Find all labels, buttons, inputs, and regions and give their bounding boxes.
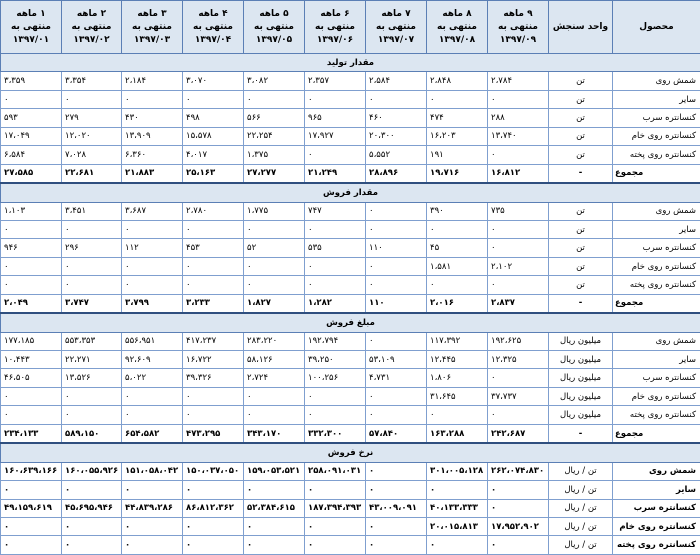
value-cell: ۰	[305, 257, 366, 275]
header-period: ۶ ماهه منتهی به ۱۳۹۷/۰۶	[305, 1, 366, 54]
unit-cell: تن	[549, 257, 613, 275]
value-cell: ۰	[244, 536, 305, 555]
value-cell: ۱۳،۹۰۹	[122, 127, 183, 145]
product-name: سایر	[613, 481, 700, 499]
value-cell: ۱۱۰	[366, 294, 427, 313]
value-cell: ۲۲،۲۷۱	[62, 351, 122, 369]
value-cell: ۰	[122, 257, 183, 275]
value-cell: ۰	[1, 406, 62, 424]
value-cell: ۴۵۳	[183, 239, 244, 257]
value-cell: ۰	[427, 536, 488, 555]
product-name: کنسانتره روی پخته	[613, 536, 700, 555]
unit-cell: تن / ریال	[549, 536, 613, 555]
unit-cell: -	[549, 294, 613, 313]
value-cell: ۱۱۷،۳۹۲	[427, 332, 488, 350]
unit-cell: میلیون ریال	[549, 387, 613, 405]
table-row	[1, 332, 700, 350]
value-cell: ۰	[305, 276, 366, 294]
value-cell: ۵۲	[244, 239, 305, 257]
table-row	[1, 146, 700, 164]
total-label: مجموع	[613, 164, 700, 183]
table-row	[1, 369, 700, 387]
value-cell: ۱۶۳،۲۸۸	[427, 424, 488, 443]
value-cell: ۰	[366, 462, 427, 480]
value-cell: ۰	[122, 276, 183, 294]
value-cell: ۳۹۰	[427, 202, 488, 220]
value-cell: ۱۳،۵۲۶	[62, 369, 122, 387]
value-cell: ۰	[366, 257, 427, 275]
value-cell: ۶،۵۸۴	[1, 146, 62, 164]
value-cell: ۰	[1, 90, 62, 108]
value-cell: ۰	[488, 499, 549, 517]
value-cell: ۰	[427, 90, 488, 108]
unit-cell: تن / ریال	[549, 499, 613, 517]
value-cell: ۰	[366, 90, 427, 108]
value-cell: ۰	[62, 276, 122, 294]
value-cell: ۰	[183, 387, 244, 405]
table-row	[1, 257, 700, 275]
header-period: ۵ ماهه منتهی به ۱۳۹۷/۰۵	[244, 1, 305, 54]
table-row	[1, 220, 700, 238]
value-cell: ۴،۷۳۱	[366, 369, 427, 387]
header-period: ۷ ماهه منتهی به ۱۳۹۷/۰۷	[366, 1, 427, 54]
value-cell: ۰	[183, 481, 244, 499]
value-cell: ۵۷،۸۴۰	[366, 424, 427, 443]
value-cell: ۵۳،۱۰۹	[366, 351, 427, 369]
header-product: محصول	[613, 1, 700, 54]
value-cell: ۰	[122, 536, 183, 555]
value-cell: ۱۹۲،۷۹۴	[305, 332, 366, 350]
value-cell: ۱۲،۴۴۵	[427, 351, 488, 369]
value-cell: ۴۵	[427, 239, 488, 257]
value-cell: ۲۸۳،۲۲۰	[244, 332, 305, 350]
unit-cell: تن	[549, 109, 613, 127]
total-row	[1, 424, 700, 443]
value-cell: ۰	[183, 276, 244, 294]
value-cell: ۰	[1, 536, 62, 555]
unit-cell: -	[549, 164, 613, 183]
value-cell: ۰	[122, 90, 183, 108]
value-cell: ۲،۵۸۴	[366, 72, 427, 90]
value-cell: ۰	[1, 518, 62, 536]
unit-cell: تن	[549, 239, 613, 257]
unit-cell: میلیون ریال	[549, 406, 613, 424]
unit-cell: میلیون ریال	[549, 351, 613, 369]
value-cell: ۲۵،۱۶۳	[183, 164, 244, 183]
value-cell: ۰	[1, 220, 62, 238]
value-cell: ۰	[244, 406, 305, 424]
section-title: مقدار فروش	[1, 183, 700, 202]
value-cell: ۱۵،۵۷۸	[183, 127, 244, 145]
value-cell: ۴۴،۸۳۹،۲۸۶	[122, 499, 183, 517]
table-row	[1, 109, 700, 127]
product-name: شمش روی	[613, 72, 700, 90]
value-cell: ۰	[488, 276, 549, 294]
value-cell: ۰	[366, 481, 427, 499]
product-name: کنسانتره روی خام	[613, 518, 700, 536]
value-cell: ۴۳،۰۰۹،۰۹۱	[366, 499, 427, 517]
value-cell: ۷۳۵	[488, 202, 549, 220]
product-name: کنسانتره سرب	[613, 369, 700, 387]
value-cell: ۱،۸۲۷	[244, 294, 305, 313]
value-cell: ۰	[305, 406, 366, 424]
value-cell: ۳۹،۳۲۶	[183, 369, 244, 387]
value-cell: ۲۰،۰۱۵،۸۱۳	[427, 518, 488, 536]
product-name: کنسانتره روی پخته	[613, 146, 700, 164]
value-cell: ۴۶،۵۰۵	[1, 369, 62, 387]
value-cell: ۰	[427, 276, 488, 294]
unit-cell: تن	[549, 72, 613, 90]
unit-cell: تن / ریال	[549, 518, 613, 536]
value-cell: ۰	[488, 536, 549, 555]
value-cell: ۰	[122, 481, 183, 499]
value-cell: ۱۶،۲۰۳	[427, 127, 488, 145]
value-cell: ۱۲،۳۲۵	[488, 351, 549, 369]
table-header	[1, 1, 700, 54]
value-cell: ۳۹،۲۵۰	[305, 351, 366, 369]
value-cell: ۹۴۶	[1, 239, 62, 257]
value-cell: ۱،۷۷۵	[244, 202, 305, 220]
value-cell: ۱۹،۷۱۶	[427, 164, 488, 183]
value-cell: ۹۶۵	[305, 109, 366, 127]
value-cell: ۰	[366, 536, 427, 555]
table-row	[1, 462, 700, 480]
value-cell: ۲۷،۲۷۷	[244, 164, 305, 183]
value-cell: ۰	[244, 257, 305, 275]
value-cell: ۳،۰۷۰	[183, 72, 244, 90]
value-cell: ۳۰۱،۰۰۵،۱۲۸	[427, 462, 488, 480]
value-cell: ۱۸۷،۳۹۴،۳۹۳	[305, 499, 366, 517]
value-cell: ۱۰۰،۲۵۶	[305, 369, 366, 387]
value-cell: ۳۷،۷۳۷	[488, 387, 549, 405]
value-cell: ۰	[183, 518, 244, 536]
value-cell: ۵،۰۲۲	[122, 369, 183, 387]
value-cell: ۱،۵۸۱	[427, 257, 488, 275]
header-period: ۸ ماهه منتهی به ۱۳۹۷/۰۸	[427, 1, 488, 54]
value-cell: ۱،۳۷۵	[244, 146, 305, 164]
unit-cell: تن	[549, 127, 613, 145]
value-cell: ۰	[62, 481, 122, 499]
value-cell: ۲،۱۸۴	[122, 72, 183, 90]
value-cell: ۱۷،۹۵۲،۹۰۲	[488, 518, 549, 536]
table-row	[1, 239, 700, 257]
value-cell: ۰	[366, 276, 427, 294]
value-cell: ۲،۰۴۹	[1, 294, 62, 313]
product-name: سایر	[613, 351, 700, 369]
value-cell: ۰	[305, 146, 366, 164]
product-name: کنسانتره روی خام	[613, 127, 700, 145]
product-name: شمش روی	[613, 462, 700, 480]
value-cell: ۰	[122, 518, 183, 536]
product-name: شمش روی	[613, 202, 700, 220]
value-cell: ۰	[488, 90, 549, 108]
value-cell: ۲،۰۱۶	[427, 294, 488, 313]
value-cell: ۱۶،۷۲۲	[183, 351, 244, 369]
value-cell: ۰	[488, 481, 549, 499]
table-row	[1, 387, 700, 405]
value-cell: ۱۹۱	[427, 146, 488, 164]
value-cell: ۲۸،۸۹۶	[366, 164, 427, 183]
value-cell: ۲،۷۸۰	[183, 202, 244, 220]
value-cell: ۰	[427, 481, 488, 499]
value-cell: ۳،۰۸۲	[244, 72, 305, 90]
section-header-row	[1, 313, 700, 332]
value-cell: ۲۲،۶۸۱	[62, 164, 122, 183]
unit-cell: -	[549, 424, 613, 443]
value-cell: ۲۸۸	[488, 109, 549, 127]
value-cell: ۲۷۹	[62, 109, 122, 127]
value-cell: ۲۱،۲۴۹	[305, 164, 366, 183]
value-cell: ۵۶۶	[244, 109, 305, 127]
value-cell: ۴۷۳،۲۹۵	[183, 424, 244, 443]
product-name: کنسانتره روی خام	[613, 257, 700, 275]
value-cell: ۵۹۳	[1, 109, 62, 127]
value-cell: ۲۰،۳۰۰	[366, 127, 427, 145]
value-cell: ۲۲،۲۵۴	[244, 127, 305, 145]
value-cell: ۰	[122, 387, 183, 405]
value-cell: ۲،۳۵۷	[305, 72, 366, 90]
value-cell: ۰	[366, 387, 427, 405]
value-cell: ۷۴۷	[305, 202, 366, 220]
product-name: کنسانتره سرب	[613, 499, 700, 517]
value-cell: ۴۹۸	[183, 109, 244, 127]
section-header-row	[1, 54, 700, 72]
value-cell: ۲۴۲،۶۸۷	[488, 424, 549, 443]
value-cell: ۰	[244, 220, 305, 238]
value-cell: ۰	[62, 387, 122, 405]
value-cell: ۰	[366, 202, 427, 220]
value-cell: ۰	[62, 220, 122, 238]
value-cell: ۳،۲۳۳	[183, 294, 244, 313]
header-period: ۴ ماهه منتهی به ۱۳۹۷/۰۴	[183, 1, 244, 54]
unit-cell: تن / ریال	[549, 481, 613, 499]
unit-cell: تن	[549, 202, 613, 220]
table-row	[1, 72, 700, 90]
header-period: ۲ ماهه منتهی به ۱۳۹۷/۰۲	[62, 1, 122, 54]
value-cell: ۰	[244, 387, 305, 405]
header-row	[1, 1, 700, 54]
value-cell: ۱۵۰،۰۳۷،۰۵۰	[183, 462, 244, 480]
value-cell: ۰	[488, 369, 549, 387]
value-cell: ۰	[122, 220, 183, 238]
value-cell: ۰	[1, 387, 62, 405]
table-body	[1, 54, 700, 555]
unit-cell: تن	[549, 220, 613, 238]
value-cell: ۵،۵۵۲	[366, 146, 427, 164]
product-name: شمش روی	[613, 332, 700, 350]
value-cell: ۲،۷۲۴	[244, 369, 305, 387]
value-cell: ۱۷،۰۴۹	[1, 127, 62, 145]
value-cell: ۱۶،۸۱۲	[488, 164, 549, 183]
value-cell: ۳۴۳،۱۷۰	[244, 424, 305, 443]
value-cell: ۴۶۰	[366, 109, 427, 127]
header-unit: واحد سنجش	[549, 1, 613, 54]
value-cell: ۰	[244, 481, 305, 499]
value-cell: ۰	[427, 406, 488, 424]
value-cell: ۱۹۲،۶۲۵	[488, 332, 549, 350]
value-cell: ۶،۳۶۰	[122, 146, 183, 164]
value-cell: ۰	[305, 220, 366, 238]
table-row	[1, 276, 700, 294]
header-period: ۹ ماهه منتهی به ۱۳۹۷/۰۹	[488, 1, 549, 54]
value-cell: ۰	[183, 257, 244, 275]
value-cell: ۳۱،۶۴۵	[427, 387, 488, 405]
value-cell: ۴۹،۱۵۹،۶۱۹	[1, 499, 62, 517]
value-cell: ۳،۴۵۱	[62, 202, 122, 220]
value-cell: ۰	[488, 146, 549, 164]
value-cell: ۱،۸۰۶	[427, 369, 488, 387]
value-cell: ۰	[488, 239, 549, 257]
value-cell: ۰	[305, 481, 366, 499]
table-row	[1, 536, 700, 555]
value-cell: ۷،۰۲۸	[62, 146, 122, 164]
product-name: کنسانتره روی خام	[613, 387, 700, 405]
value-cell: ۱،۲۸۲	[305, 294, 366, 313]
section-header-row	[1, 183, 700, 202]
value-cell: ۵۳۵	[305, 239, 366, 257]
value-cell: ۰	[366, 406, 427, 424]
header-period: ۳ ماهه منتهی به ۱۳۹۷/۰۳	[122, 1, 183, 54]
value-cell: ۵۵۳،۳۵۳	[62, 332, 122, 350]
value-cell: ۴۵،۶۹۵،۹۴۶	[62, 499, 122, 517]
total-row	[1, 294, 700, 313]
product-name: کنسانتره سرب	[613, 109, 700, 127]
value-cell: ۳،۶۸۷	[122, 202, 183, 220]
section-title: نرخ فروش	[1, 443, 700, 462]
value-cell: ۱۲،۰۲۰	[62, 127, 122, 145]
header-period: ۱ ماهه منتهی به ۱۳۹۷/۰۱	[1, 1, 62, 54]
table-row	[1, 202, 700, 220]
unit-cell: تن	[549, 276, 613, 294]
value-cell: ۲۷،۵۸۵	[1, 164, 62, 183]
value-cell: ۳،۷۴۷	[62, 294, 122, 313]
value-cell: ۴۳۰	[122, 109, 183, 127]
value-cell: ۰	[122, 406, 183, 424]
value-cell: ۵۸۹،۱۵۰	[62, 424, 122, 443]
unit-cell: تن	[549, 90, 613, 108]
section-title: مقدار تولید	[1, 54, 700, 72]
value-cell: ۱۳،۷۴۰	[488, 127, 549, 145]
value-cell: ۰	[62, 406, 122, 424]
table-row	[1, 351, 700, 369]
value-cell: ۱۵۹،۰۵۳،۵۲۱	[244, 462, 305, 480]
value-cell: ۴۱۷،۲۳۷	[183, 332, 244, 350]
value-cell: ۰	[305, 518, 366, 536]
table-row	[1, 90, 700, 108]
value-cell: ۰	[183, 220, 244, 238]
value-cell: ۰	[244, 518, 305, 536]
value-cell: ۰	[62, 90, 122, 108]
table-row	[1, 499, 700, 517]
value-cell: ۰	[183, 406, 244, 424]
value-cell: ۳،۷۹۹	[122, 294, 183, 313]
value-cell: ۵۵۶،۹۵۱	[122, 332, 183, 350]
value-cell: ۰	[305, 90, 366, 108]
table-row	[1, 481, 700, 499]
value-cell: ۱۶۰،۶۳۹،۱۶۶	[1, 462, 62, 480]
section-header-row	[1, 443, 700, 462]
value-cell: ۰	[183, 536, 244, 555]
value-cell: ۲۵۸،۰۹۱،۰۳۱	[305, 462, 366, 480]
product-name: سایر	[613, 220, 700, 238]
product-name: کنسانتره روی پخته	[613, 276, 700, 294]
value-cell: ۰	[1, 276, 62, 294]
value-cell: ۲۹۶	[62, 239, 122, 257]
value-cell: ۲۳۴،۱۳۳	[1, 424, 62, 443]
value-cell: ۲۶۲،۰۷۴،۸۳۰	[488, 462, 549, 480]
value-cell: ۲،۱۰۲	[488, 257, 549, 275]
value-cell: ۰	[62, 536, 122, 555]
value-cell: ۰	[488, 406, 549, 424]
value-cell: ۰	[244, 90, 305, 108]
value-cell: ۰	[366, 220, 427, 238]
value-cell: ۲۱،۸۸۳	[122, 164, 183, 183]
product-name: کنسانتره روی پخته	[613, 406, 700, 424]
value-cell: ۱۵۱،۰۵۸،۰۴۲	[122, 462, 183, 480]
unit-cell: میلیون ریال	[549, 332, 613, 350]
table-row	[1, 518, 700, 536]
value-cell: ۲،۸۳۷	[488, 294, 549, 313]
value-cell: ۶۵۴،۵۸۲	[122, 424, 183, 443]
value-cell: ۰	[366, 518, 427, 536]
value-cell: ۰	[244, 276, 305, 294]
total-row	[1, 164, 700, 183]
unit-cell: تن / ریال	[549, 462, 613, 480]
value-cell: ۲،۸۴۸	[427, 72, 488, 90]
value-cell: ۴۰،۱۳۳،۳۳۳	[427, 499, 488, 517]
section-title: مبلغ فروش	[1, 313, 700, 332]
value-cell: ۰	[62, 257, 122, 275]
value-cell: ۰	[488, 220, 549, 238]
value-cell: ۵۲،۳۸۴،۶۱۵	[244, 499, 305, 517]
value-cell: ۳،۳۵۴	[62, 72, 122, 90]
value-cell: ۰	[1, 257, 62, 275]
unit-cell: میلیون ریال	[549, 369, 613, 387]
total-label: مجموع	[613, 294, 700, 313]
value-cell: ۰	[305, 536, 366, 555]
total-label: مجموع	[613, 424, 700, 443]
value-cell: ۰	[183, 90, 244, 108]
value-cell: ۳۳۲،۳۰۰	[305, 424, 366, 443]
table-row	[1, 406, 700, 424]
value-cell: ۴،۰۱۷	[183, 146, 244, 164]
value-cell: ۱۱۲	[122, 239, 183, 257]
value-cell: ۱،۱۰۳	[1, 202, 62, 220]
value-cell: ۲،۷۸۴	[488, 72, 549, 90]
value-cell: ۱۷،۹۲۷	[305, 127, 366, 145]
value-cell: ۸۶،۸۱۲،۳۶۲	[183, 499, 244, 517]
product-name: کنسانتره سرب	[613, 239, 700, 257]
value-cell: ۱۷۷،۱۸۵	[1, 332, 62, 350]
value-cell: ۱۱۰	[366, 239, 427, 257]
value-cell: ۰	[62, 518, 122, 536]
value-cell: ۵۸،۱۲۶	[244, 351, 305, 369]
value-cell: ۱۰،۴۴۳	[1, 351, 62, 369]
value-cell: ۰	[366, 332, 427, 350]
value-cell: ۳،۳۵۹	[1, 72, 62, 90]
value-cell: ۰	[305, 387, 366, 405]
table-row	[1, 127, 700, 145]
value-cell: ۹۲،۶۰۹	[122, 351, 183, 369]
value-cell: ۰	[427, 220, 488, 238]
product-name: سایر	[613, 90, 700, 108]
value-cell: ۴۷۴	[427, 109, 488, 127]
unit-cell: تن	[549, 146, 613, 164]
value-cell: ۱۶۰،۰۵۵،۹۲۶	[62, 462, 122, 480]
value-cell: ۰	[1, 481, 62, 499]
